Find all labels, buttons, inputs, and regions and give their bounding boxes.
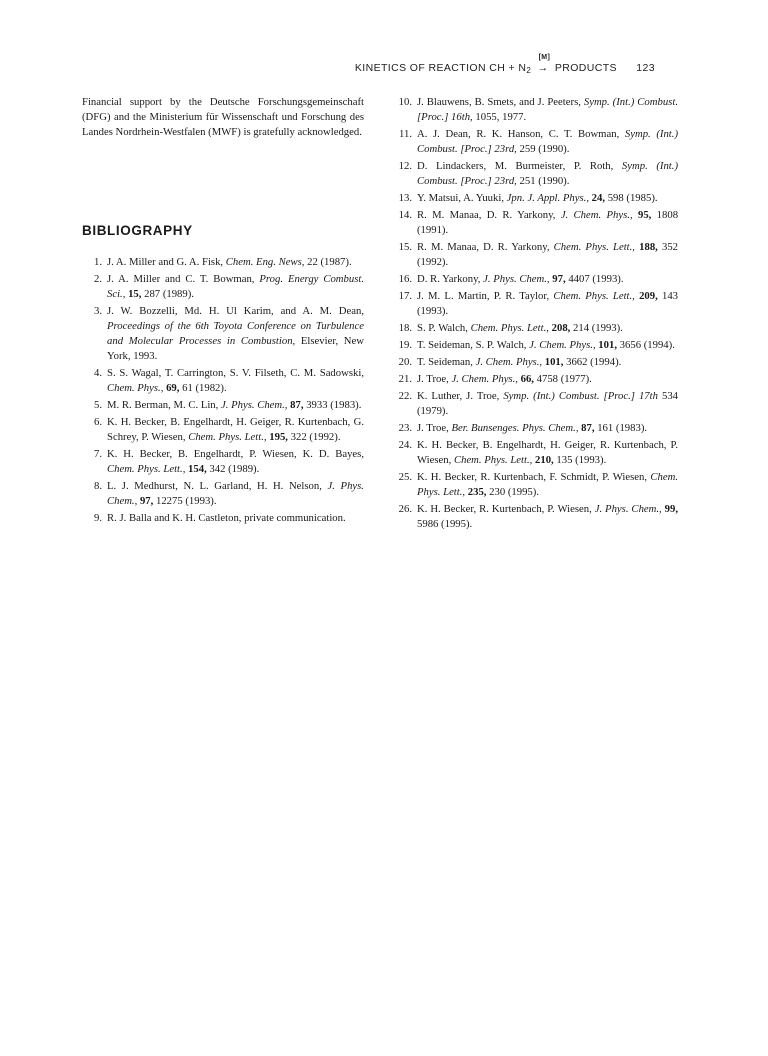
reference-journal: Symp. (Int.) Combust. [Proc.] 16th, [417,96,678,123]
reference-journal: Chem. Phys. Lett., [553,241,635,253]
reference-item [396,240,678,270]
reference-number: 1. [93,256,102,268]
reference-number: 17. [398,290,412,302]
reference-item [396,355,678,370]
reference-volume: 154, [188,463,207,475]
page-number: 123 [636,62,655,74]
reference-number: 10. [398,96,412,108]
reference-text [417,240,678,270]
reference-authors: M. R. Berman, M. C. Lin, [107,399,221,411]
reference-pages-year: 214 (1993). [570,322,623,334]
reference-text [417,438,678,468]
acknowledgment-paragraph: Financial support by the Deutsche Forschungsgemeinschaft (DFG) and the Ministerium für Wissenschaft und Forschung des Landes Nordrhein-Westfalen (MWF) is gratefully acknowledged. [82,96,364,138]
reference-journal: Ber. Bunsenges. Phys. Chem., [451,422,579,434]
reference-authors: K. H. Becker, B. Engelhardt, H. Geiger, R. Kurtenbach, G. Schrey, P. Wiesen, [107,416,364,443]
reference-pages-year: 135 (1993). [553,454,607,466]
reference-authors: J. W. Bozzelli, Md. H. Ul Karim, and A. M. Dean, [107,305,364,317]
reference-item [82,304,364,364]
reference-pages-year: 287 (1989). [141,288,194,300]
reference-text [107,366,364,396]
reference-item [396,470,678,500]
reference-journal: Chem. Eng. News, [225,256,305,268]
reference-item [396,502,678,532]
reference-journal: J. Phys. Chem., [107,480,364,507]
reference-pages-year: 4758 (1977). [533,373,592,385]
reference-pages-year: Elsevier, New York, 1993. [107,335,364,362]
reference-number: 26. [398,503,412,515]
reference-number: 4. [93,367,102,379]
reference-volume: 210, [535,454,554,466]
reference-authors: R. M. Manaa, D. R. Yarkony, [417,241,554,253]
reference-number: 25. [398,471,412,483]
reference-text [417,191,678,206]
reference-text [417,338,678,353]
reference-item [396,389,678,419]
reference-authors: T. Seideman, S. P. Walch, [417,339,530,351]
reference-pages-year: 230 (1995). [486,486,540,498]
reference-item [82,511,364,526]
reference-text [107,304,364,364]
reference-text [107,272,364,302]
reference-item [396,372,678,387]
reference-pages-year: 5986 (1995). [417,518,473,530]
reference-pages-year: 251 (1990). [516,175,570,187]
reference-number: 24. [398,439,412,451]
bibliography-heading: BIBLIOGRAPHY [82,223,193,238]
reference-item [396,272,678,287]
reference-number: 14. [398,209,412,221]
reference-number: 23. [398,422,412,434]
reference-journal: Prog. Energy Combust. Sci., [107,273,364,300]
reference-volume: 97, [552,273,566,285]
reference-list-left [82,255,364,528]
reference-journal: Chem. Phys. Lett., [107,463,186,475]
reference-volume: 95, [637,209,652,221]
reference-item [82,366,364,396]
reference-authors: J. Blauwens, B. Smets, and J. Peeters, [417,96,584,108]
reference-authors: S. S. Wagal, T. Carrington, S. V. Filseth, C. M. Sadowski, [107,367,364,379]
reference-volume: 87, [290,399,304,411]
reference-item [396,127,678,157]
reference-volume: 101, [598,339,617,351]
reference-journal: J. Chem. Phys., [475,356,543,368]
reference-pages-year: 22 (1987). [304,256,352,268]
reference-journal: J. Chem. Phys., [529,339,596,351]
reference-authors: R. M. Manaa, D. R. Yarkony, [417,209,561,221]
reference-pages-year: 4407 (1993). [565,273,624,285]
reference-pages-year: 3933 (1983). [303,399,362,411]
arrow-label: [M] [538,54,551,61]
reference-journal: J. Phys. Chem., [483,273,550,285]
reference-number: 13. [398,192,412,204]
left-column [82,95,364,524]
reference-number: 22. [398,390,412,402]
header-title-post: PRODUCTS [554,62,617,74]
reference-text [107,479,364,509]
reference-number: 8. [93,480,102,492]
reference-text [107,415,364,445]
reference-volume: 66, [520,373,534,385]
reference-text [417,95,678,125]
reference-journal: Chem. Phys. Lett., [188,431,267,443]
reference-journal: J. Phys. Chem., [594,503,662,515]
reference-item [396,208,678,238]
reference-pages-year: 161 (1983). [594,422,648,434]
reference-authors: L. J. Medhurst, N. L. Garland, H. H. Nelson, [107,480,328,492]
reference-authors: K. H. Becker, B. Engelhardt, P. Wiesen, K. D. Bayes, [107,448,364,460]
reference-item [82,447,364,477]
reference-text [417,289,678,319]
reference-volume: 101, [544,356,564,368]
reference-pages-year: 1808 (1991). [417,209,679,236]
reference-journal: Chem. Phys. Lett., [553,290,635,302]
reference-text [417,272,678,287]
reference-item [82,272,364,302]
reference-pages-year: 61 (1982). [179,382,227,394]
reference-pages-year: 3662 (1994). [563,356,622,368]
reference-text [417,355,678,370]
reference-authors: J. Troe, [417,373,452,385]
reference-volume: 235, [467,486,487,498]
reference-item [82,398,364,413]
reference-journal: J. Chem. Phys., [451,373,518,385]
reference-list-right [396,95,678,532]
reference-journal: Jpn. J. Appl. Phys., [506,192,589,204]
reference-authors: D. Lindackers, M. Burmeister, P. Roth, [417,160,622,172]
reference-number: 9. [93,512,102,524]
reference-pages-year: 534 (1979). [417,390,679,417]
reference-journal: J. Chem. Phys., [560,209,633,221]
reference-pages-year: 3656 (1994). [617,339,675,351]
reference-volume: 15, [128,288,142,300]
reference-item [396,438,678,468]
reference-volume: 99, [664,503,679,515]
right-column [396,95,678,534]
reference-journal: J. Phys. Chem., [221,399,288,411]
reference-item [396,321,678,336]
reference-text [417,127,678,157]
reference-volume: 69, [166,382,180,394]
reference-authors: A. J. Dean, R. K. Hanson, C. T. Bowman, [417,128,625,140]
reference-text [417,502,678,532]
reference-text [417,159,678,189]
reference-journal: Chem. Phys. Lett., [470,322,549,334]
reference-item [82,479,364,509]
reference-authors: J. A. Miller and G. A. Fisk, [107,256,226,268]
reference-volume: 195, [269,431,288,443]
reference-number: 2. [93,273,102,285]
reference-journal: Symp. (Int.) Combust. [Proc.] 23rd, [417,128,679,155]
reference-number: 5. [93,399,102,411]
reference-authors: Y. Matsui, A. Yuuki, [417,192,507,204]
reference-item [82,415,364,445]
reference-pages-year: 598 (1985). [605,192,658,204]
reference-number: 6. [93,416,102,428]
reference-pages-year: 342 (1989). [206,463,260,475]
reference-pages-year: 143 (1993). [417,290,678,317]
reference-text [417,372,678,387]
reference-authors: J. Troe, [417,422,452,434]
reference-item [396,421,678,436]
reference-text [107,447,364,477]
reference-item [82,255,364,270]
reference-volume: 24, [591,192,606,204]
reference-text [107,511,364,526]
reference-authors: J. A. Miller and C. T. Bowman, [107,273,260,285]
reference-authors: D. R. Yarkony, [417,273,484,285]
reference-pages-year: 1055, 1977. [472,111,527,123]
reference-text [417,389,678,419]
arrow-icon: → [537,62,549,74]
header-subscript: 2 [526,66,532,75]
reference-number: 11. [399,128,412,140]
reference-journal: Chem. Phys. Lett., [453,454,533,466]
reference-authors: S. P. Walch, [417,322,471,334]
reference-number: 18. [398,322,412,334]
reference-authors: J. M. L. Martin, P. R. Taylor, [417,290,554,302]
reference-authors: K. H. Becker, B. Engelhardt, H. Geiger, R. Kurtenbach, P. Wiesen, [417,439,678,466]
reference-text [107,255,364,270]
reference-authors: R. J. Balla and K. H. Castleton, private communication. [107,512,346,524]
reference-item [396,95,678,125]
reference-text [417,470,678,500]
reference-text [417,421,678,436]
reference-pages-year: 259 (1990). [516,143,570,155]
reference-text [417,321,678,336]
reference-number: 19. [398,339,412,351]
reference-number: 12. [398,160,412,172]
reference-item [396,289,678,319]
reference-authors: K. H. Becker, R. Kurtenbach, F. Schmidt, P. Wiesen, [417,471,651,483]
reference-volume: 208, [551,322,571,334]
reference-item [396,191,678,206]
reference-number: 15. [398,241,412,253]
reference-journal: Symp. (Int.) Combust. [Proc.] 17th [503,390,658,402]
reference-pages-year: 322 (1992). [287,431,341,443]
reference-number: 21. [398,373,412,385]
reference-volume: 97, [139,495,154,507]
reference-authors: T. Seideman, [417,356,476,368]
reference-volume: 87, [581,422,595,434]
reference-number: 20. [398,356,412,368]
reference-item [396,159,678,189]
reference-number: 3. [93,305,102,317]
reference-journal: Symp. (Int.) Combust. [Proc.] 23rd, [417,160,679,187]
reference-text [417,208,678,238]
reference-item [396,338,678,353]
reference-journal: Chem. Phys. Lett., [417,471,678,498]
reference-pages-year: 12275 (1993). [153,495,217,507]
reference-journal: Proceedings of the 6th Toyota Conference on Turbulence and Molecular Processes in Combustion, [107,320,364,347]
running-header [354,54,655,75]
reference-volume: 209, [639,290,658,302]
reference-authors: K. Luther, J. Troe, [417,390,504,402]
reference-authors: K. H. Becker, R. Kurtenbach, P. Wiesen, [417,503,595,515]
reference-number: 16. [398,273,412,285]
header-title-pre: KINETICS OF REACTION CH + N [354,62,527,74]
reference-volume: 188, [639,241,658,253]
reference-pages-year: 352 (1992). [417,241,678,268]
reference-journal: Chem. Phys., [107,382,164,394]
reference-number: 7. [93,448,102,460]
reaction-arrow [537,54,551,74]
reference-text [107,398,364,413]
